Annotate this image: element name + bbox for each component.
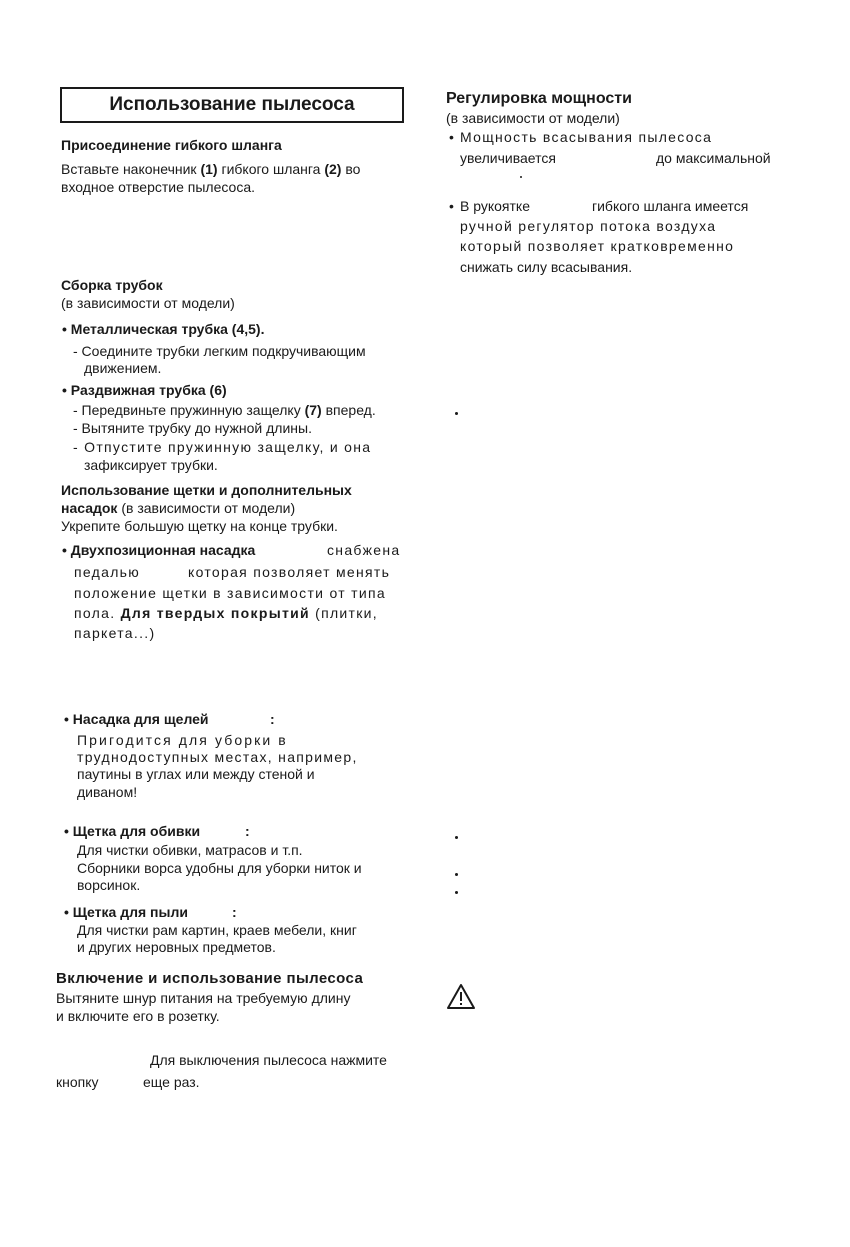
upholstery-label: • Щетка для обивки — [64, 823, 201, 839]
power-on-line-2: и включите его в розетку. — [56, 1008, 220, 1024]
power-subtitle: (в зависимости от модели) — [446, 110, 620, 126]
telescopic-line-4: зафиксирует трубки. — [84, 457, 218, 473]
crevice-line-4: диваном! — [77, 784, 138, 800]
dual-nozzle-after: снабжена — [327, 542, 401, 558]
hose-line-1: Вставьте наконечник (1) гибкого шланга (2) во — [61, 161, 361, 177]
hose-line-2: входное отверстие пылесоса. — [61, 179, 255, 195]
power-b2-line-2: ручной регулятор потока воздуха — [460, 218, 717, 234]
bullet-mark — [455, 891, 458, 894]
dual-nozzle-line-2b: которая позволяет менять — [188, 564, 391, 580]
upholstery-colon: : — [245, 823, 250, 839]
dual-nozzle-line-3: положение щетки в зависимости от типа — [74, 585, 386, 601]
dust-brush-line-1: Для чистки рам картин, краев мебели, книг — [77, 922, 357, 938]
warning-triangle-icon — [446, 983, 476, 1010]
tubes-subtitle: (в зависимости от модели) — [61, 295, 235, 311]
power-b1-line-1: Мощность всасывания пылесоса — [460, 129, 713, 145]
power-on-line-1: Вытяните шнур питания на требуемую длину — [56, 990, 351, 1006]
power-b2-line-1a: В рукоятке — [460, 198, 530, 214]
telescopic-line-3: - Отпустите пружинную защелку, и она — [73, 439, 372, 455]
metal-tube-label: • Металлическая трубка (4,5). — [62, 321, 265, 337]
dual-nozzle-line-5: паркета...) — [74, 625, 156, 641]
dust-brush-colon: : — [232, 904, 237, 920]
power-heading: Регулировка мощности — [446, 90, 632, 107]
bullet-power-1: • — [449, 129, 454, 145]
bullet-mark — [455, 873, 458, 876]
crevice-colon: : — [270, 711, 275, 727]
crevice-label: • Насадка для щелей — [64, 711, 209, 727]
dual-nozzle-line-2a: педалью — [74, 564, 141, 580]
metal-tube-line-2: движением. — [84, 360, 162, 376]
crevice-line-3: паутины в углах или между стеной и — [77, 766, 315, 782]
brush-line: Укрепите большую щетку на конце трубки. — [61, 518, 338, 534]
telescopic-line-1: - Передвиньте пружинную защелку (7) вперед. — [73, 402, 376, 418]
metal-tube-line-1: - Соедините трубки легким подкручивающим — [73, 343, 366, 359]
power-b2-line-1b: гибкого шланга имеется — [592, 198, 749, 214]
brush-heading-1: Использование щетки и дополнительных — [61, 482, 352, 498]
telescopic-line-2: - Вытяните трубку до нужной длины. — [73, 420, 312, 436]
dust-brush-label: • Щетка для пыли — [64, 904, 188, 920]
power-b1-line-2b: до максимальной — [656, 150, 771, 166]
bullet-power-2: • — [449, 198, 454, 214]
dust-brush-line-2: и других неровных предметов. — [77, 939, 276, 955]
bullet-mark — [455, 836, 458, 839]
power-on-heading: Включение и использование пылесоса — [56, 970, 364, 987]
tubes-heading: Сборка трубок — [61, 277, 163, 293]
bullet-mark — [455, 412, 458, 415]
dual-nozzle-label: • Двухпозиционная насадка — [62, 542, 256, 558]
upholstery-line-2: Сборники ворса удобны для уборки ниток и — [77, 860, 362, 876]
power-b2-line-4: снижать силу всасывания. — [460, 259, 633, 275]
telescopic-tube-label: • Раздвижная трубка (6) — [62, 382, 227, 398]
hose-heading: Присоединение гибкого шланга — [61, 137, 282, 153]
dual-nozzle-line-4: пола. Для твердых покрытий (плитки, — [74, 605, 378, 621]
power-b2-line-3: который позволяет кратковременно — [460, 238, 735, 254]
crevice-line-2: труднодоступных местах, например, — [77, 749, 358, 765]
small-mark — [520, 176, 522, 178]
power-off-line-1: Для выключения пылесоса нажмите — [150, 1052, 387, 1068]
upholstery-line-1: Для чистки обивки, матрасов и т.п. — [77, 842, 303, 858]
power-off-line-2b: еще раз. — [143, 1074, 200, 1090]
page-title: Использование пылесоса — [109, 94, 355, 115]
brush-heading-2: насадок (в зависимости от модели) — [61, 500, 296, 516]
power-off-line-2a: кнопку — [56, 1074, 99, 1090]
crevice-line-1: Пригодится для уборки в — [77, 732, 288, 748]
upholstery-line-3: ворсинок. — [77, 877, 141, 893]
power-b1-line-2a: увеличивается — [460, 150, 556, 166]
